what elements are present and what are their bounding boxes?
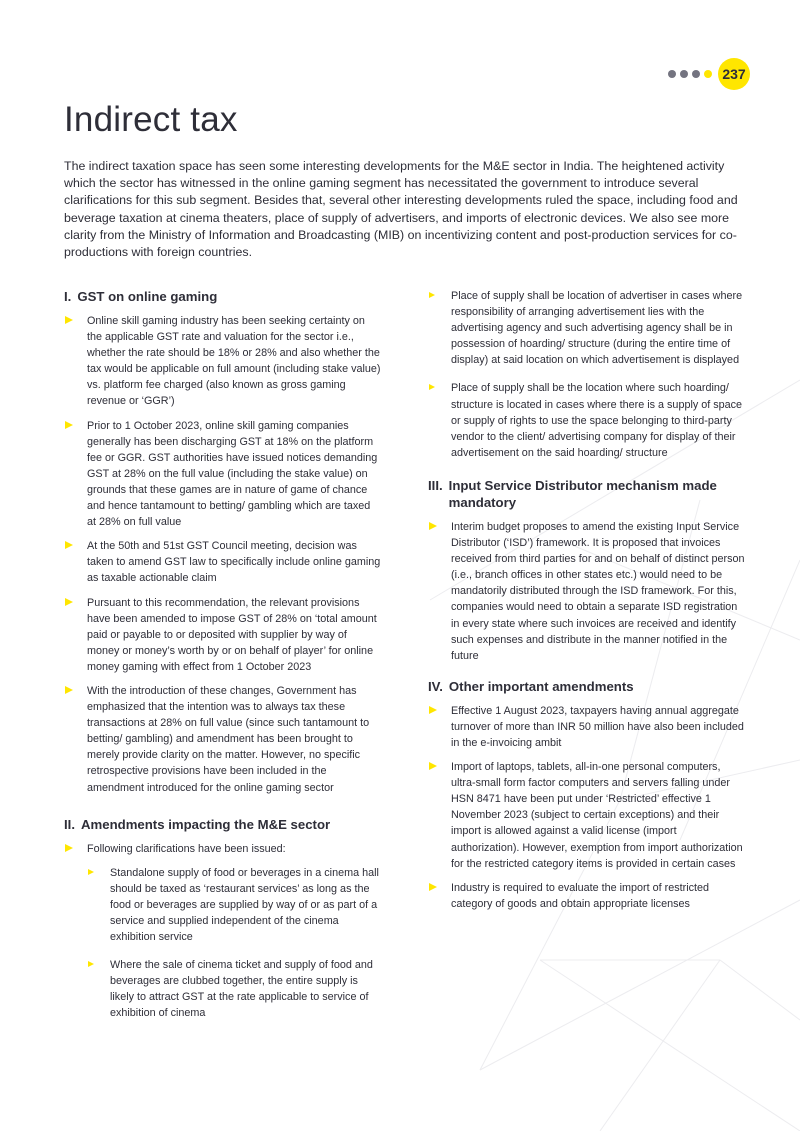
section-number: IV.: [428, 678, 443, 694]
section-2-continued-list: [428, 288, 746, 461]
page-marker: [668, 58, 750, 90]
section-title-isd-mechanism: [428, 477, 746, 511]
bullet-item: Import of laptops, tablets, all-in-one personal computers, ultra-small form factor computers and servers falling under HSN 8471 have been put under ‘Restricted’ effective 1 November 2023 (subject to certain exceptions) and their import is allowed against a valid license (import authorization). However, exemption from import authorization for the restricted category items is provided in certain cases: [428, 759, 746, 872]
marker-dot: [668, 70, 676, 78]
bullet-item: Interim budget proposes to amend the existing Input Service Distributor (‘ISD’) framework. It is proposed that invoices received from third parties for and on behalf of distinct person (i.e., branch offices in other states etc.) would need to be mandatorily distributed through the ISD framework. For this, companies would need to obtain a separate ISD registration in every state where such invoices are received and identify such expenses and distribute in the manner notified in the future: [428, 519, 746, 664]
bullet-text: Following clarifications have been issued:: [87, 842, 286, 855]
page-title: Indirect tax: [64, 100, 238, 139]
marker-dot-accent: [704, 70, 712, 78]
bullet-item: Industry is required to evaluate the import of restricted category of goods and obtain appropriate licenses: [428, 880, 746, 912]
section-2-list: [64, 841, 382, 1022]
marker-dot: [692, 70, 700, 78]
section-heading: Amendments impacting the M&E sector: [81, 816, 331, 832]
bullet-item: Prior to 1 October 2023, online skill gaming companies generally has been discharging GST at 18% on the platform fee or GGR. GST authorities have issued notices demanding GST at 28% on the full value (including the stake value) on grounds that these games are in nature of game of chance and hence tantamount to betting/ gambling which are taxed at 28% on full value: [64, 418, 382, 531]
section-title-gst-online-gaming: [64, 288, 382, 305]
section-3-list: [428, 519, 746, 664]
right-column: [428, 288, 746, 920]
bullet-item: [64, 841, 382, 1022]
left-column: [64, 288, 382, 1034]
sub-bullet-item: Standalone supply of food or beverages in a cinema hall should be taxed as ‘restaurant services’ as long as the food or beverages are supplied by way of or as part of a service and supplied independent of the cinema exhibition service: [87, 865, 382, 945]
marker-dot: [680, 70, 688, 78]
sub-bullet-item: Place of supply shall be location of advertiser in cases where responsibility of arranging advertisement lies with the advertising agency and such advertising agency shall be in possession of hoarding/ structure (during the entire time of display) at said location on which advertisement is displayed: [428, 288, 746, 368]
sub-bullet-item: Where the sale of cinema ticket and supply of food and beverages are clubbed together, the entire supply is likely to attract GST at the rate applicable to service of exhibition of cinema: [87, 957, 382, 1021]
bullet-item: Pursuant to this recommendation, the relevant provisions have been amended to impose GST of 28% on ‘total amount paid or payable to or deposited with supplier by way of money or money’s worth by or on behalf of player’ for online money gaming with effect from 1 October 2023: [64, 595, 382, 675]
bullet-item: Effective 1 August 2023, taxpayers having annual aggregate turnover of more than INR 50 million have also been included in the e-invoicing ambit: [428, 703, 746, 751]
bullet-item: With the introduction of these changes, Government has emphasized that the intention was to always tax these transactions at 28% on full value (since such tantamount to betting/ gambling) and amendment has been brought to merely provide clarity on the matter. However, no specific retrospective provisions have been included in the amendment introduced for the online gaming sector: [64, 683, 382, 796]
section-title-other-amendments: [428, 678, 746, 695]
page-number: 237: [718, 58, 750, 90]
section-4-list: [428, 703, 746, 912]
section-number: III.: [428, 477, 443, 493]
section-heading: GST on online gaming: [77, 289, 218, 304]
section-heading: Other important amendments: [448, 678, 634, 694]
section-number: I.: [64, 289, 72, 304]
section-heading: Input Service Distributor mechanism made mandatory: [448, 477, 717, 510]
sub-list: [87, 865, 382, 1022]
section-1-list: [64, 313, 382, 796]
section-number: II.: [64, 816, 75, 832]
bullet-item: Online skill gaming industry has been seeking certainty on the applicable GST rate and valuation for the sector i.e., whether the rate should be 18% or 28% and also whether the tax would be applicable on full amount (including stake value) vs. platform fee charged (also known as gross gaming revenue or ‘GGR’): [64, 313, 382, 410]
section-title-me-amendments: [64, 816, 382, 833]
bullet-item: At the 50th and 51st GST Council meeting, decision was taken to amend GST law to specifically include online gaming as taxable actionable claim: [64, 538, 382, 586]
sub-bullet-item: Place of supply shall be the location where such hoarding/ structure is located in cases where there is a supply of space or supply of rights to use the space belonging to third-party vendor to the client/ advertising company for display of their advertisement on the said hoarding/ structure: [428, 380, 746, 460]
intro-paragraph: The indirect taxation space has seen some interesting developments for the M&E sector in India. The heightened activity which the sector has witnessed in the online gaming segment has necessitated the government to introduce several clarifications for this sub segment. Besides that, several other interesting developments ruled the space, including food and beverage taxation at cinema theaters, place of supply of advertisers, and imports of electronic devices. We also see more clarity from the Ministry of Information and Broadcasting (MIB) on incentivizing content and post-production services for co-productions with foreign countries.: [64, 159, 738, 260]
